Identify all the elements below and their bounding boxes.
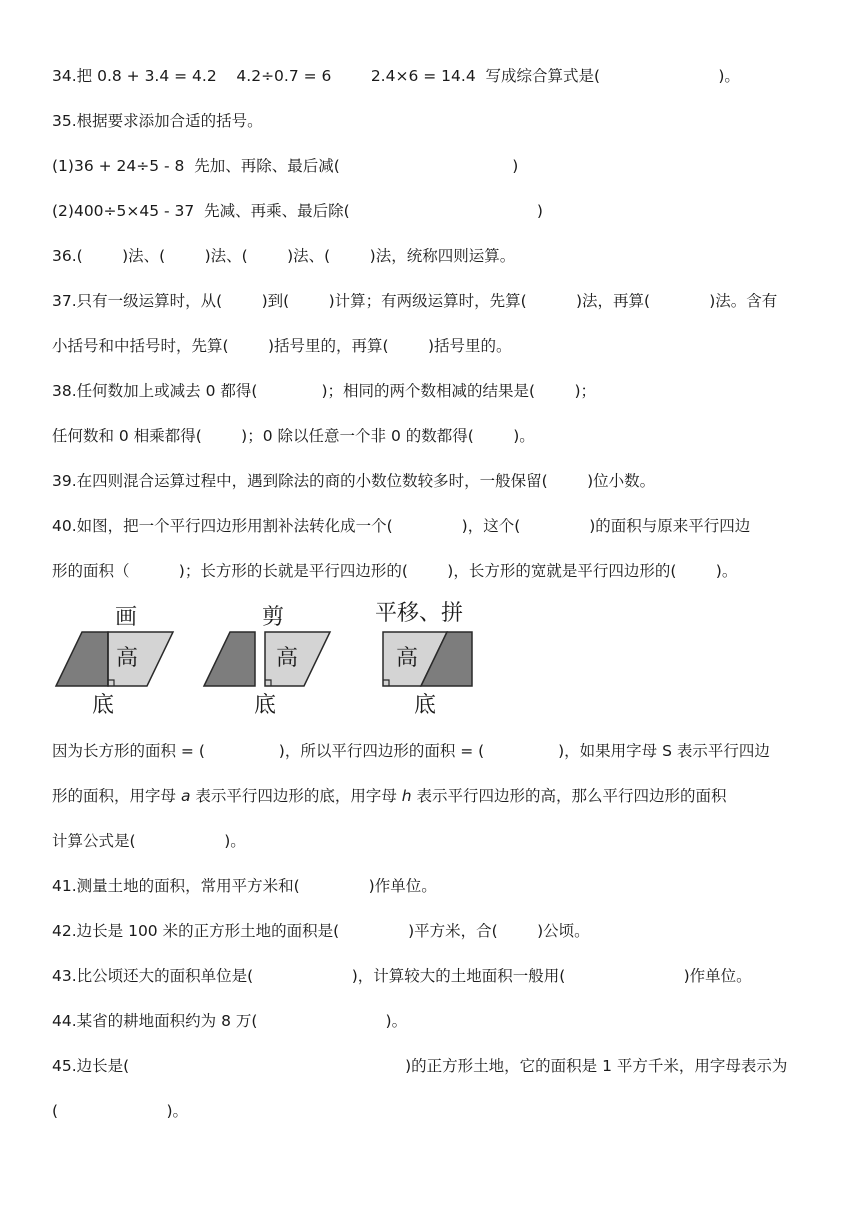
question-40-line-5: 计算公式是( )。 (52, 832, 246, 850)
question-45-line-1: 45.边长是( )的正方形土地，它的面积是 1 平方千米，用字母表示为 (52, 1057, 788, 1075)
question-37-line-2: 小括号和中括号时，先算( )括号里的，再算( )括号里的。 (52, 337, 512, 355)
step2-title: 剪 (262, 605, 285, 630)
step3-title: 平移、拼 (375, 601, 464, 626)
question-40-line-2: 形的面积（ )；长方形的长就是平行四边形的( )，长方形的宽就是平行四边形的( )。 (52, 562, 738, 580)
question-40-line-1: 40.如图，把一个平行四边形用割补法转化成一个( )，这个( )的面积与原来平行四边 (52, 517, 751, 535)
question-36: 36.( )法、( )法、( )法、( )法，统称四则运算。 (52, 247, 516, 265)
variable-h: h (401, 787, 412, 805)
question-44: 44.某省的耕地面积约为 8 万( )。 (52, 1012, 408, 1030)
question-37-line-1: 37.只有一级运算时，从( )到( )计算；有两级运算时，先算( )法，再算( )法。含有 (52, 292, 778, 310)
question-35-part-1: (1)36 + 24÷5 - 8 先加、再除、最后减( ) (52, 157, 519, 175)
question-40-line-4 (52, 786, 820, 806)
question-38-line-2: 任何数和 0 相乘都得( )；0 除以任意一个非 0 的数都得( )。 (52, 427, 535, 445)
q40-text-part-2: 表示平行四边形的底，用字母 (190, 787, 402, 805)
step2-base-label: 底 (254, 693, 277, 718)
parallelogram-transform-figure (50, 596, 490, 722)
step2-height-label: 高 (276, 646, 299, 671)
step2-cut-triangle (204, 632, 255, 686)
step1-height-label: 高 (116, 646, 139, 671)
step1-cut-triangle (56, 632, 108, 686)
step1-title: 画 (115, 605, 138, 630)
q40-text-part-3: 表示平行四边形的高，那么平行四边形的面积 (411, 787, 727, 805)
question-40-line-3: 因为长方形的面积 = ( )，所以平行四边形的面积 = ( )，如果用字母 S 表示平行四边 (52, 742, 770, 760)
question-34: 34.把 0.8 + 3.4 = 4.2 4.2÷0.7 = 6 2.4×6 = 14.4 写成综合算式是( )。 (52, 67, 740, 85)
q40-text-part-1: 形的面积，用字母 (52, 787, 181, 805)
step3-height-label: 高 (396, 646, 419, 671)
question-35: 35.根据要求添加合适的括号。 (52, 112, 263, 130)
question-45-line-2: ( )。 (52, 1102, 188, 1120)
question-41: 41.测量土地的面积，常用平方米和( )作单位。 (52, 877, 437, 895)
variable-a: a (180, 787, 191, 805)
step1-base-label: 底 (92, 693, 115, 718)
question-42: 42.边长是 100 米的正方形土地的面积是( )平方米，合( )公顷。 (52, 922, 590, 940)
question-35-part-2: (2)400÷5×45 - 37 先减、再乘、最后除( ) (52, 202, 543, 220)
question-39: 39.在四则混合运算过程中，遇到除法的商的小数位数较多时，一般保留( )位小数。 (52, 472, 656, 490)
step3-base-label: 底 (414, 693, 437, 718)
question-43: 43.比公顷还大的面积单位是( )，计算较大的土地面积一般用( )作单位。 (52, 967, 752, 985)
question-38-line-1: 38.任何数加上或减去 0 都得( )；相同的两个数相减的结果是( )； (52, 382, 597, 400)
